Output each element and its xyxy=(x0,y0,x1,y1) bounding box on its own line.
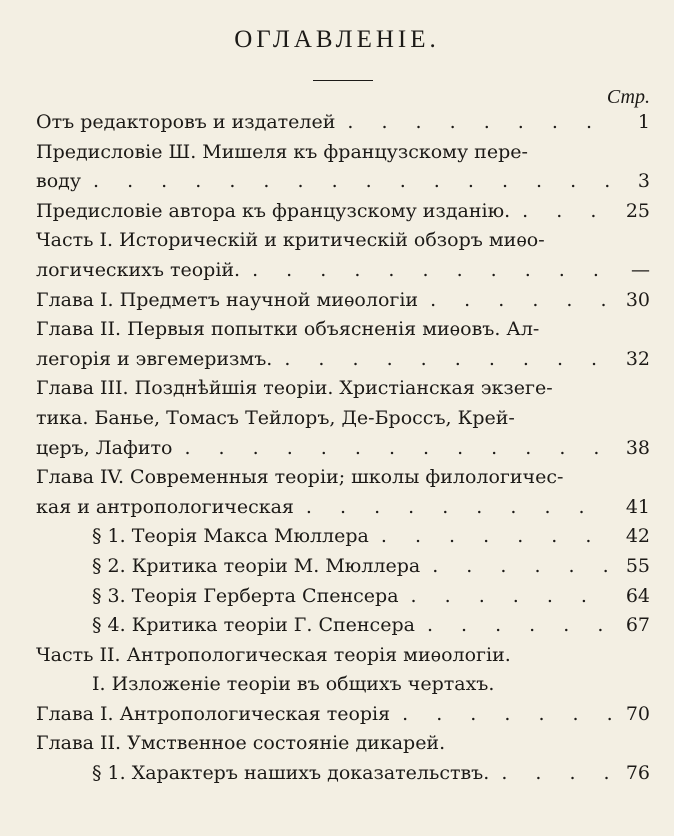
toc-entry xyxy=(36,226,650,256)
page-title: ОГЛАВЛЕНІЕ. xyxy=(234,26,440,53)
toc-entry xyxy=(36,522,650,552)
leader-dots xyxy=(298,493,612,523)
title-divider xyxy=(313,80,373,81)
toc-entry xyxy=(36,374,650,404)
toc-entry xyxy=(36,463,650,493)
leader-dots xyxy=(422,286,612,316)
entry-page: — xyxy=(631,258,650,281)
toc-entry xyxy=(36,611,650,641)
entry-page: 38 xyxy=(625,436,650,459)
toc-entry xyxy=(36,729,650,759)
leader-dots xyxy=(244,256,612,286)
entry-page: 76 xyxy=(625,762,650,785)
entry-page: 64 xyxy=(625,584,650,607)
leader-dots xyxy=(276,345,612,375)
entry-text: Часть II. Антропологическая теорія миѳологіи. xyxy=(36,643,511,666)
entry-page: 1 xyxy=(637,111,650,133)
toc-entry xyxy=(36,167,650,197)
entry-text: тика. Банье, Томасъ Тейлоръ, Де-Броссъ, Крей- xyxy=(36,406,515,429)
entry-page: 25 xyxy=(625,199,650,222)
toc-entry xyxy=(36,315,650,345)
leader-dots xyxy=(493,759,612,789)
leader-dots xyxy=(339,108,612,138)
leader-dots xyxy=(373,522,612,552)
entry-text: легорія и эвгемеризмъ. xyxy=(36,347,273,370)
entry-text: Глава II. Умственное состояніе дикарей. xyxy=(36,732,446,755)
toc-entry xyxy=(36,197,650,227)
toc-entry xyxy=(36,670,650,700)
entry-text: церъ, Лафито xyxy=(36,436,173,459)
entry-page: 67 xyxy=(625,614,650,637)
toc-entry xyxy=(36,108,650,138)
entry-text: § 3. Теорія Герберта Спенсера xyxy=(92,584,399,607)
entry-text: Отъ редакторовъ и издателей xyxy=(36,111,336,133)
entry-page: 30 xyxy=(625,288,650,311)
leader-dots xyxy=(176,434,612,464)
toc-entry xyxy=(36,552,650,582)
page-column-header: Стр. xyxy=(606,86,650,108)
entry-text: Предисловіе Ш. Мишеля къ французскому пере- xyxy=(36,140,528,163)
leader-dots xyxy=(419,611,612,641)
toc-entry xyxy=(36,345,650,375)
toc-entry xyxy=(36,256,650,286)
entry-text: § 1. Теорія Макса Мюллера xyxy=(92,525,369,548)
entry-text: Глава III. Позднѣйшія теоріи. Христіанская экзеге- xyxy=(36,377,553,400)
entry-text: I. Изложеніе теоріи въ общихъ чертахъ. xyxy=(92,673,495,696)
leader-dots xyxy=(424,552,612,582)
entry-text: Глава II. Первыя попытки объясненія миѳовъ. Ал- xyxy=(36,318,540,341)
toc-entry xyxy=(36,759,650,789)
entry-text: Глава I. Предметъ научной миѳологіи xyxy=(36,288,419,311)
entry-text: § 2. Критика теоріи М. Мюллера xyxy=(92,554,421,577)
entry-text: Глава IV. Современныя теоріи; школы филологичес- xyxy=(36,466,564,489)
entry-page: 3 xyxy=(637,170,650,193)
entry-text: логическихъ теорій. xyxy=(36,258,241,281)
entry-text: воду xyxy=(36,170,82,193)
entry-text: Предисловіе автора къ французскому изданію. xyxy=(36,199,511,222)
leader-dots xyxy=(514,197,612,227)
toc-entry xyxy=(36,493,650,523)
entry-page: 55 xyxy=(625,554,650,577)
entry-page: 41 xyxy=(625,495,650,518)
entry-text: Часть I. Историческій и критическій обзоръ миѳо- xyxy=(36,229,545,252)
toc-entry xyxy=(36,641,650,671)
leader-dots xyxy=(403,582,612,612)
entry-page: 42 xyxy=(625,525,650,548)
leader-dots xyxy=(85,167,612,197)
entry-text: § 4. Критика теоріи Г. Спенсера xyxy=(92,614,415,637)
leader-dots xyxy=(394,700,612,730)
toc-entry xyxy=(36,700,650,730)
entry-text: Глава I. Антропологическая теорія xyxy=(36,702,391,725)
toc-entry xyxy=(36,434,650,464)
toc-entry xyxy=(36,582,650,612)
entry-page: 70 xyxy=(625,702,650,725)
toc-entry xyxy=(36,286,650,316)
entry-text: § 1. Характеръ нашихъ доказательствъ. xyxy=(92,762,490,785)
table-of-contents xyxy=(36,108,650,789)
toc-entry xyxy=(36,138,650,168)
entry-text: кая и антропологическая xyxy=(36,495,294,518)
toc-entry xyxy=(36,404,650,434)
entry-page: 32 xyxy=(625,347,650,370)
